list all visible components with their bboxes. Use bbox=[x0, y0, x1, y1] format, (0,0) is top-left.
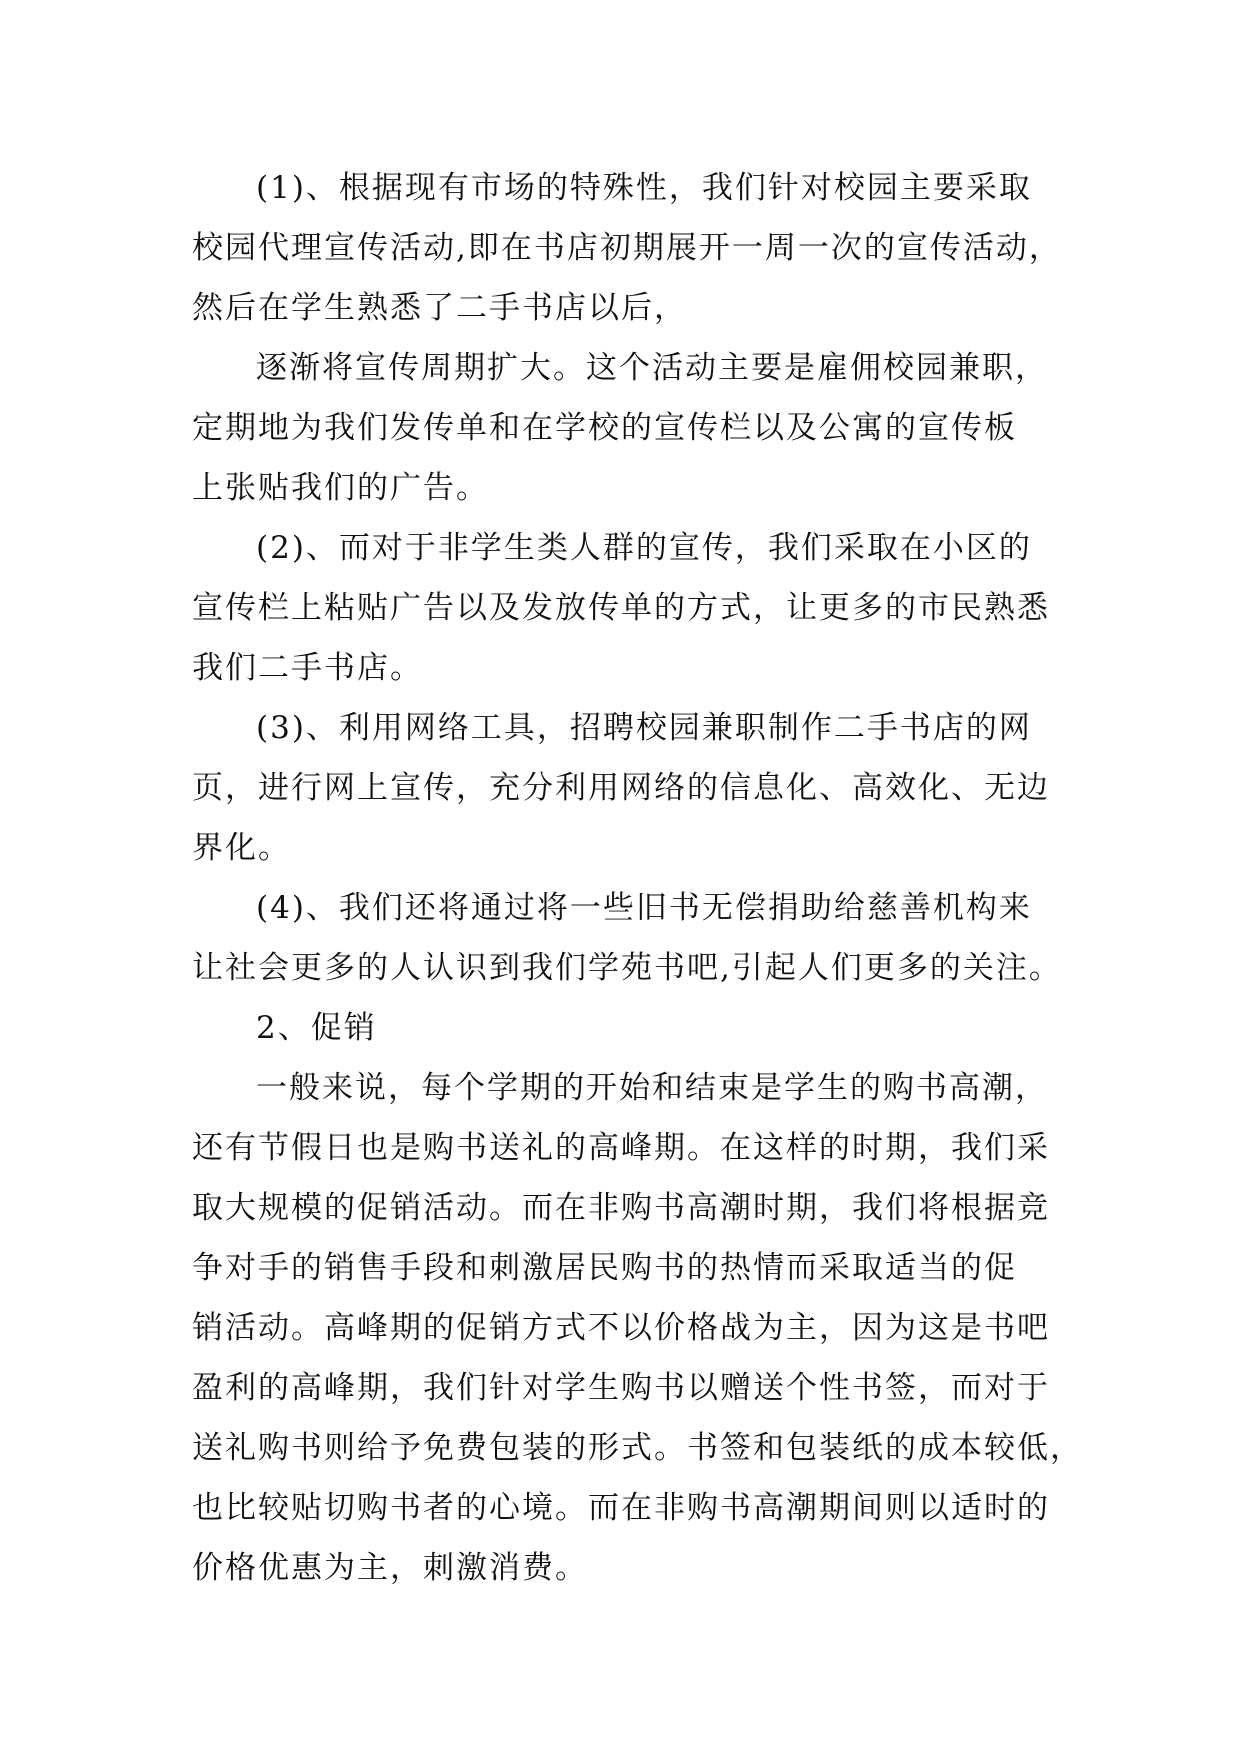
paragraph-line: (2)、而对于非学生类人群的宣传，我们采取在小区的 bbox=[256, 530, 1032, 566]
paragraph-line: 还有节假日也是购书送礼的高峰期。在这样的时期，我们采 bbox=[192, 1130, 1050, 1166]
paragraph-line: (3)、利用网络工具，招聘校园兼职制作二手书店的网 bbox=[256, 710, 1032, 746]
paragraph-line: (4)、我们还将通过将一些旧书无偿捐助给慈善机构来 bbox=[256, 890, 1032, 926]
paragraph-line: 宣传栏上粘贴广告以及发放传单的方式，让更多的市民熟悉 bbox=[192, 590, 1050, 626]
paragraph-line: 逐渐将宣传周期扩大。这个活动主要是雇佣校园兼职， bbox=[256, 350, 1048, 386]
paragraph-line: 上张贴我们的广告。 bbox=[192, 470, 489, 506]
section-heading: 2、促销 bbox=[256, 1010, 377, 1046]
paragraph-line: 价格优惠为主，刺激消费。 bbox=[192, 1550, 588, 1586]
paragraph-line: 销活动。高峰期的促销方式不以价格战为主，因为这是书吧 bbox=[192, 1310, 1050, 1346]
paragraph-line: 争对手的销售手段和刺激居民购书的热情而采取适当的促 bbox=[192, 1250, 1017, 1286]
paragraph-line: 页，进行网上宣传，充分利用网络的信息化、高效化、无边 bbox=[192, 770, 1050, 806]
paragraph-line: 定期地为我们发传单和在学校的宣传栏以及公寓的宣传板 bbox=[192, 410, 1017, 446]
paragraph-line: 送礼购书则给予免费包装的形式。书签和包装纸的成本较低， bbox=[192, 1430, 1083, 1466]
document-body bbox=[192, 158, 1083, 1598]
paragraph-line: 我们二手书店。 bbox=[192, 650, 423, 686]
paragraph-line: (1)、根据现有市场的特殊性，我们针对校园主要采取 bbox=[256, 170, 1032, 206]
paragraph-line: 也比较贴切购书者的心境。而在非购书高潮期间则以适时的 bbox=[192, 1490, 1050, 1526]
paragraph-line: 让社会更多的人认识到我们学苑书吧,引起人们更多的关注。 bbox=[192, 950, 1062, 986]
paragraph-line: 取大规模的促销活动。而在非购书高潮时期，我们将根据竞 bbox=[192, 1190, 1050, 1226]
paragraph-line: 盈利的高峰期，我们针对学生购书以赠送个性书签，而对于 bbox=[192, 1370, 1050, 1406]
paragraph-line: 界化。 bbox=[192, 830, 291, 866]
paragraph-line: 一般来说，每个学期的开始和结束是学生的购书高潮， bbox=[256, 1070, 1048, 1106]
paragraph-line: 校园代理宣传活动,即在书店初期展开一周一次的宣传活动， bbox=[192, 230, 1062, 266]
paragraph-line: 然后在学生熟悉了二手书店以后， bbox=[192, 290, 687, 326]
